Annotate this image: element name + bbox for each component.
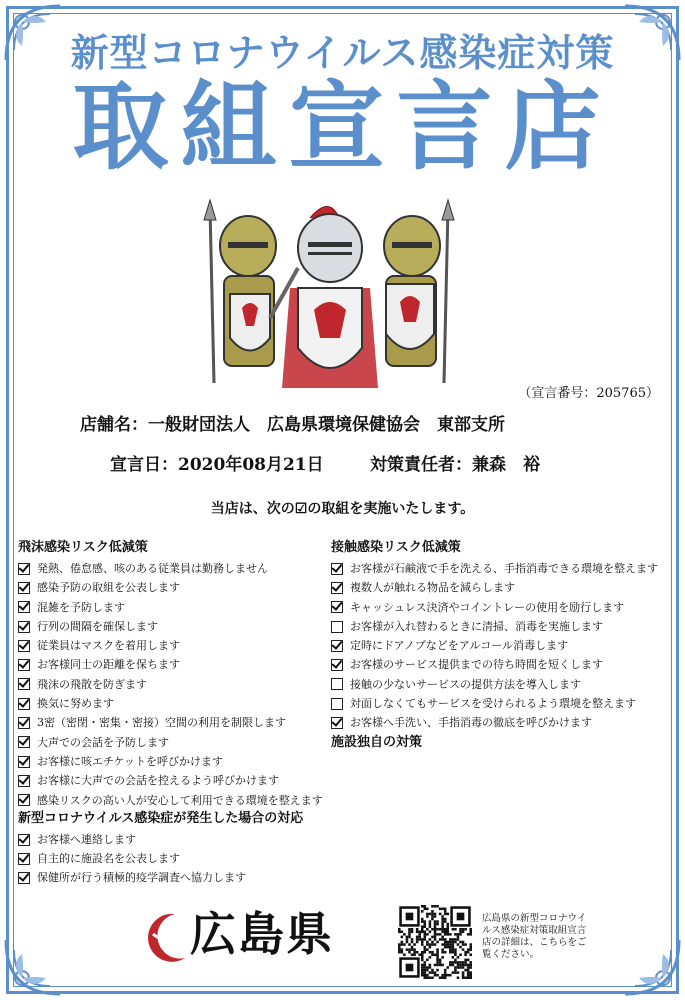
- checklist-item-label: 定時にドアノブなどをアルコール消毒します: [350, 639, 569, 653]
- checklist-item: [331, 617, 671, 636]
- prefecture-logo-text: 広島県: [190, 907, 334, 961]
- checked-box-icon[interactable]: [18, 834, 30, 846]
- unchecked-box-icon[interactable]: [331, 698, 343, 710]
- unchecked-box-icon[interactable]: [331, 678, 343, 690]
- checklist-item-label: 従業員はマスクを着用します: [37, 639, 180, 653]
- left-column: [18, 540, 328, 888]
- checklist-item-label: お客様が石鹸液で手を洗える、手指消毒できる環境を整えます: [350, 562, 658, 575]
- checked-box-icon[interactable]: [18, 756, 30, 768]
- checklist-item-label: 飛沫の飛散を防ぎます: [37, 677, 147, 691]
- checked-box-icon[interactable]: [331, 659, 343, 671]
- checklist-item: [18, 617, 328, 636]
- checked-box-icon[interactable]: [331, 563, 343, 575]
- checked-box-icon[interactable]: [18, 678, 30, 690]
- store-name-value: 一般財団法人 広島県環境保健協会 東部支所: [148, 415, 505, 435]
- checklist-item-label: 複数人が触れる物品を減らします: [350, 581, 515, 595]
- checklist-item: [18, 598, 328, 617]
- checked-box-icon[interactable]: [18, 736, 30, 748]
- checklist-item-label: 混雑を予防します: [37, 600, 125, 614]
- responsible-person-value: 兼森 裕: [472, 455, 540, 475]
- checklist-item-label: お客様へ連絡します: [37, 832, 136, 846]
- checklist-item-label: お客様が入れ替わるときに清掃、消毒を実施します: [350, 619, 603, 633]
- right-column: [331, 540, 671, 754]
- intro-text: 当店は、次の☑の取組を実施いたします。: [210, 501, 475, 517]
- checked-box-icon[interactable]: [18, 621, 30, 633]
- checklist-item: [18, 849, 328, 868]
- checklist-item: [18, 733, 328, 752]
- checklist-item-label: 発熱、倦怠感、咳のある従業員は勤務しません: [37, 562, 268, 575]
- checklist-item: [331, 636, 671, 655]
- checklist-item: [331, 578, 671, 597]
- checked-box-icon[interactable]: [18, 659, 30, 671]
- checked-box-icon[interactable]: [18, 853, 30, 865]
- checked-box-icon[interactable]: [331, 717, 343, 729]
- responsible-person-label: 対策責任者：: [370, 455, 472, 475]
- responsible-person-row: [370, 450, 540, 475]
- checklist-item-label: 対面しなくてもサービスを受けられるよう環境を整えます: [350, 697, 636, 711]
- section-title-droplet: 飛沫感染リスク低減策: [18, 540, 148, 555]
- checklist-item: [18, 636, 328, 655]
- title-main: 取組宣言店: [72, 70, 613, 183]
- checked-box-icon[interactable]: [331, 601, 343, 613]
- store-name-row: [80, 410, 505, 435]
- unchecked-box-icon[interactable]: [331, 621, 343, 633]
- checked-box-icon[interactable]: [18, 698, 30, 710]
- checklist-item: [18, 791, 328, 810]
- checked-box-icon[interactable]: [18, 601, 30, 613]
- checklist-item-label: 3密（密閉・密集・密接）空間の利用を制限します: [37, 716, 286, 730]
- knights-illustration-icon: [190, 198, 470, 398]
- checked-box-icon[interactable]: [331, 582, 343, 594]
- corner-ornament-icon: [0, 930, 70, 1000]
- checklist-item-label: お客様に大声での会話を控えるよう呼びかけます: [37, 774, 279, 788]
- checklist-item-label: 感染予防の取組を公表します: [37, 581, 180, 595]
- checklist-item-label: 換気に努めます: [37, 697, 114, 711]
- outbreak-measures-list: [18, 830, 328, 888]
- checked-box-icon[interactable]: [18, 582, 30, 594]
- checked-box-icon[interactable]: [18, 794, 30, 806]
- qr-code-icon[interactable]: [398, 905, 472, 979]
- checklist-item: [18, 868, 328, 887]
- checklist-item-label: お客様へ手洗い、手指消毒の徹底を呼びかけます: [350, 716, 592, 730]
- checklist-item-label: 大声での会話を予防します: [37, 735, 169, 749]
- checklist-item: [18, 655, 328, 674]
- checked-box-icon[interactable]: [18, 717, 30, 729]
- checked-box-icon[interactable]: [18, 775, 30, 787]
- checklist-item-label: 感染リスクの高い人が安心して利用できる環境を整えます: [37, 793, 323, 807]
- checked-box-icon[interactable]: [18, 640, 30, 652]
- checklist-item-label: お客様同士の距離を保ちます: [37, 658, 180, 672]
- checklist-item-label: 接触の少ないサービスの提供方法を導入します: [350, 677, 581, 691]
- checklist-item: [331, 694, 671, 713]
- checklist-item: [331, 713, 671, 732]
- checklist-item: [18, 752, 328, 771]
- checklist-item-label: キャッシュレス決済やコイントレーの使用を励行します: [350, 600, 625, 614]
- section-title-contact: 接触感染リスク低減策: [331, 540, 461, 555]
- checklist-item: [18, 713, 328, 732]
- checklist-item-label: 保健所が行う積極的疫学調査へ協力します: [37, 871, 246, 885]
- declaration-date-label: 宣言日：: [110, 455, 178, 475]
- checked-box-icon[interactable]: [331, 640, 343, 652]
- checklist-item: [18, 559, 328, 578]
- checklist-item: [18, 771, 328, 790]
- section-title-facility: 施設独自の対策: [331, 734, 423, 750]
- checklist-item-label: 自主的に施設名を公表します: [37, 852, 180, 866]
- declaration-number: （宣言番号：205765）: [518, 386, 659, 401]
- corner-ornament-icon: [615, 930, 685, 1000]
- checked-box-icon[interactable]: [18, 872, 30, 884]
- title-subheading: 新型コロナウイルス感染症対策: [70, 30, 615, 75]
- checklist-item-label: 行列の間隔を確保します: [37, 619, 158, 633]
- section-title-outbreak: 新型コロナウイルス感染症が発生した場合の対応: [18, 810, 304, 826]
- checklist-item: [331, 559, 671, 578]
- checklist-item: [18, 830, 328, 849]
- declaration-date-row: [110, 450, 324, 475]
- checklist-item: [18, 675, 328, 694]
- checklist-item: [331, 655, 671, 674]
- declaration-date-value: 2020年08月21日: [178, 455, 324, 475]
- checklist-item-label: お客様に咳エチケットを呼びかけます: [37, 754, 224, 768]
- checklist-item: [18, 578, 328, 597]
- checked-box-icon[interactable]: [18, 563, 30, 575]
- checklist-item: [331, 598, 671, 617]
- checklist-item: [18, 694, 328, 713]
- qr-note-text: 広島県の新型コロナウイルス感染症対策取組宣言店の詳細は、こちらをご覧ください。: [482, 913, 587, 960]
- checklist-item-label: お客様のサービス提供までの待ち時間を短くします: [350, 658, 603, 672]
- droplet-measures-list: [18, 559, 328, 810]
- contact-measures-list: [331, 559, 671, 733]
- store-name-label: 店舗名：: [80, 415, 148, 435]
- checklist-item: [331, 675, 671, 694]
